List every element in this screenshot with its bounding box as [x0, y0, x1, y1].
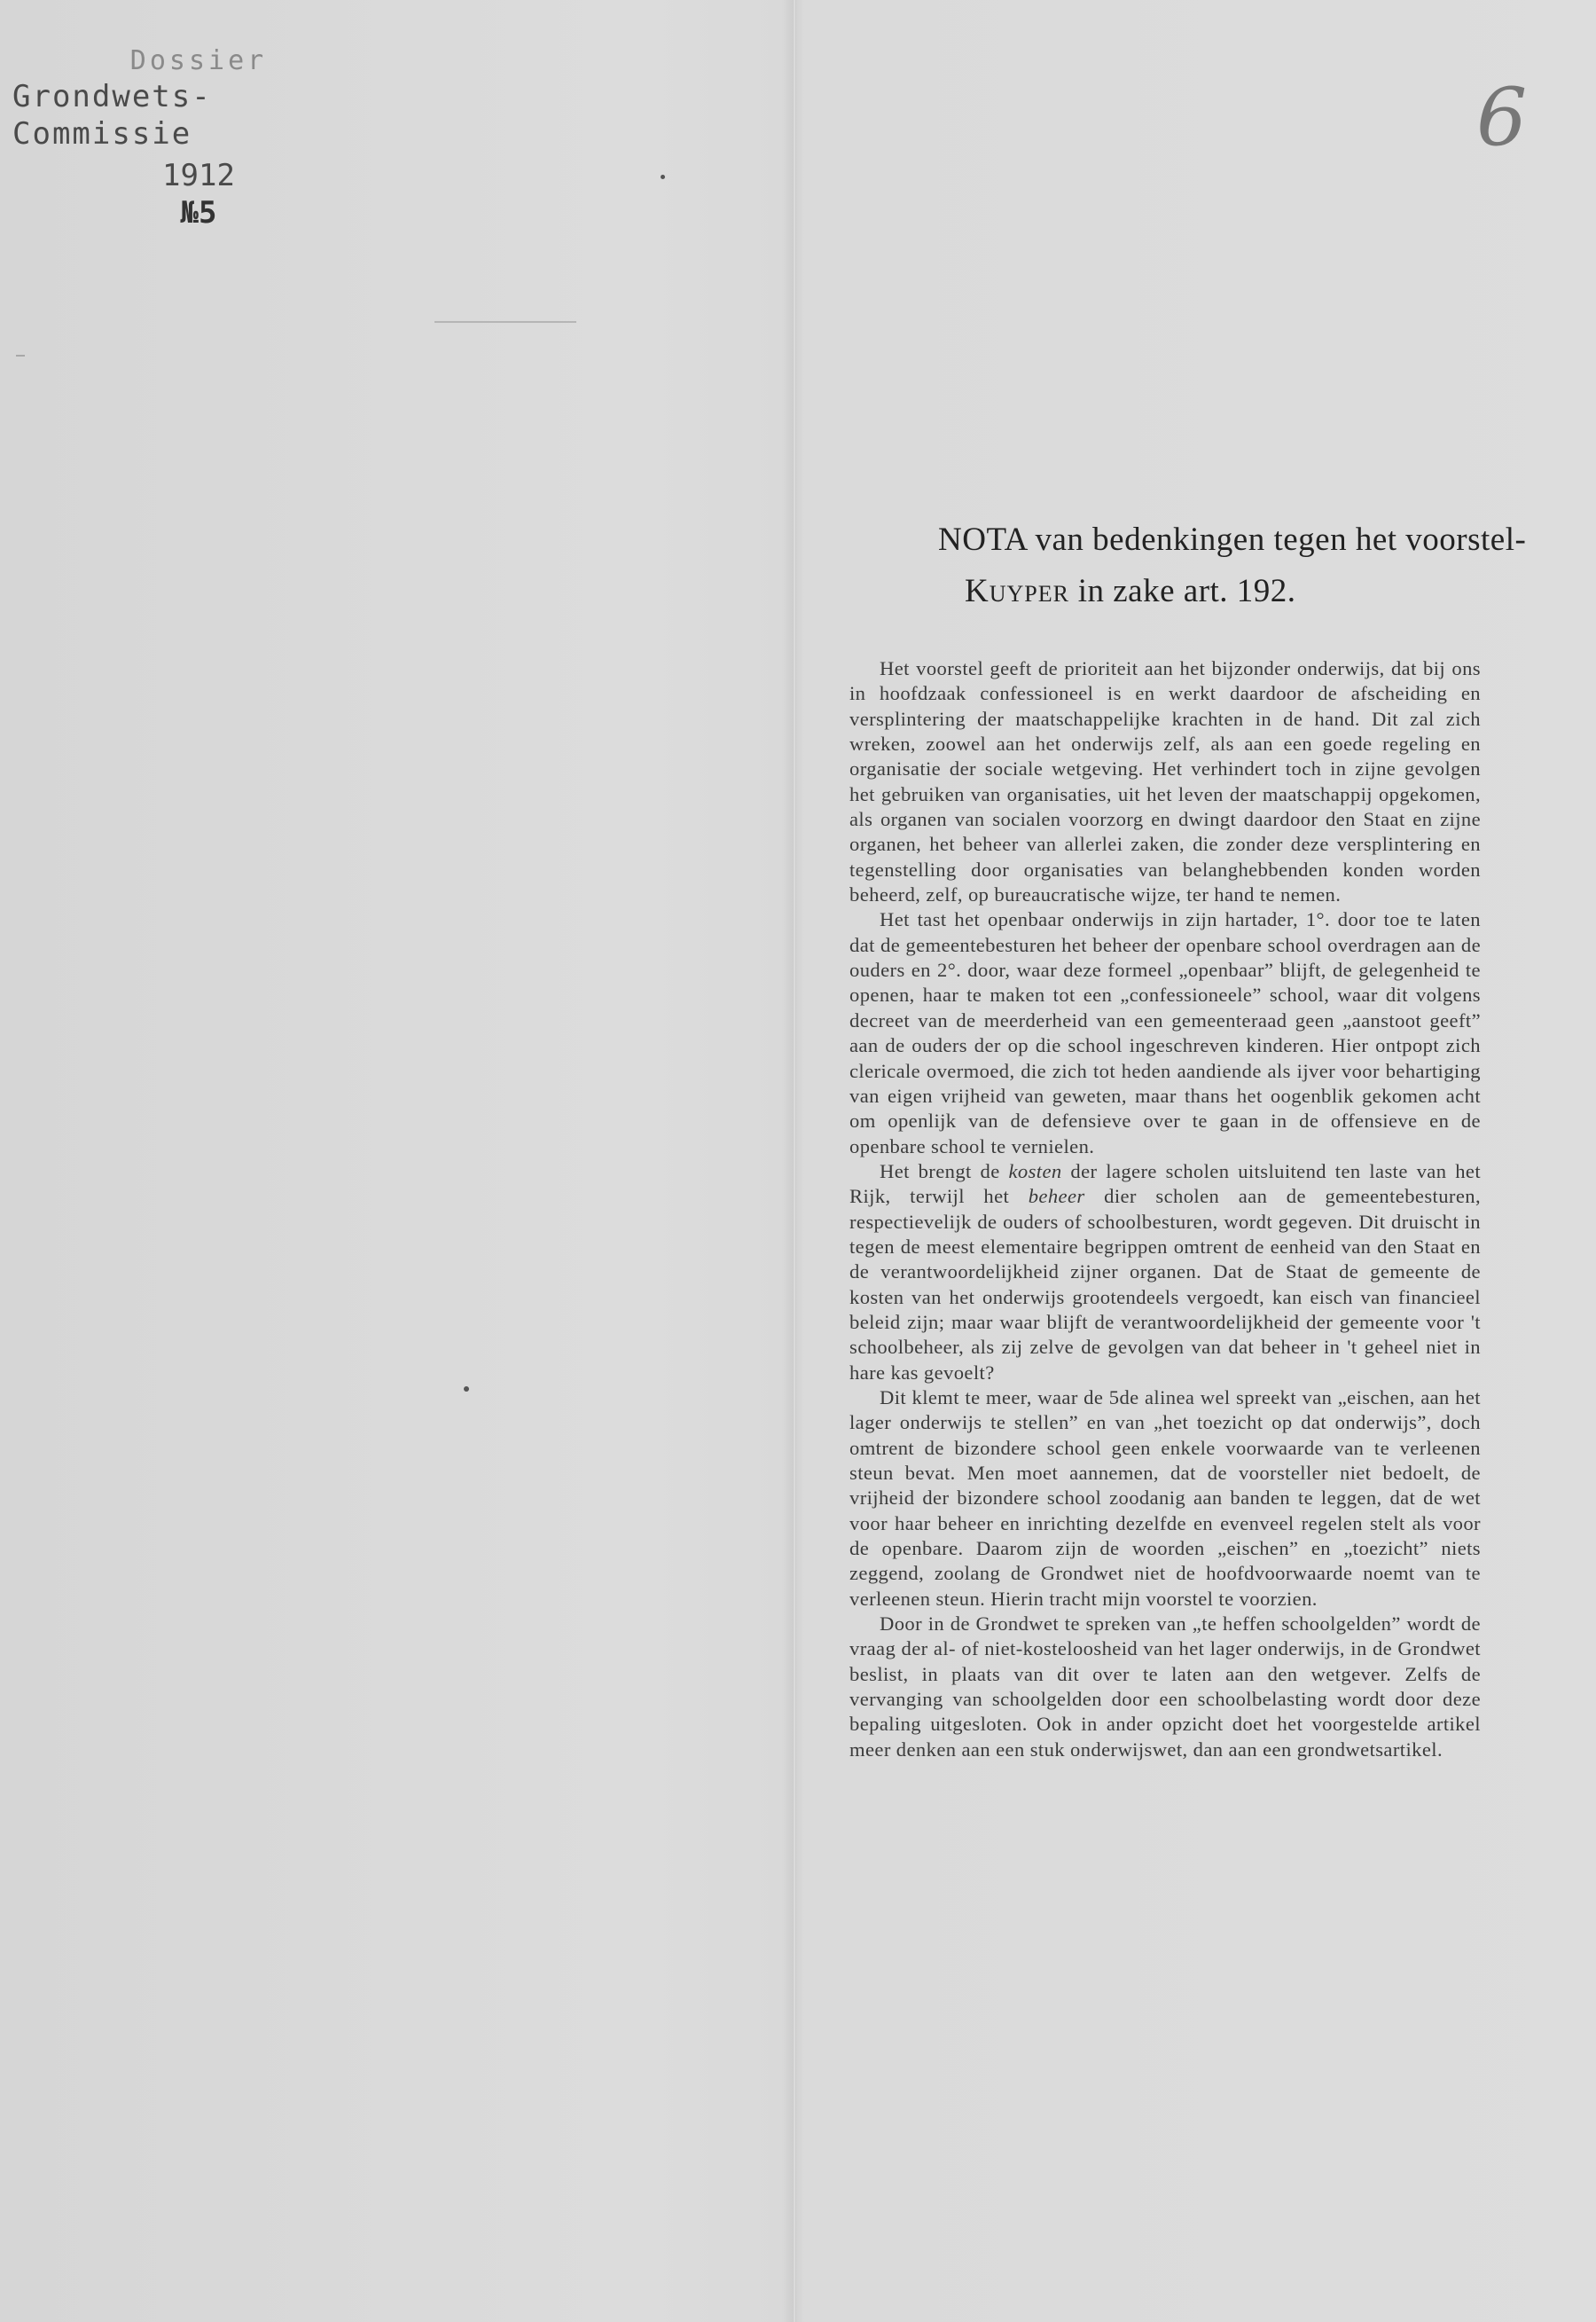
ink-speck	[661, 175, 665, 179]
ink-speck	[464, 1386, 469, 1392]
paragraph-text: Het brengt de	[880, 1159, 1009, 1182]
paragraph: Het voorstel geeft de prioriteit aan het bijzonder onderwijs, dat bij ons in hoofdzaak confessioneel is en werkt daardoor de afscheiding en versplintering der maatschappelijke krachten in de hand. Dit zal zich wreken, zoowel aan het onderwijs zelf, als aan een goede regeling en organisatie der sociale wetgeving. Het verhindert toch in zijne gevolgen het gebruiken van organisaties, uit het leven der maatschappij opgekomen, als organen van socialen voorzorg en dwingt daardoor den Staat en zijne organen, het beheer van allerlei zaken, die zonder deze versplintering en tegenstelling door organisaties van belanghebbenden konden worden beheerd, zelf, op bureaucratische wijze, ter hand te nemen.	[849, 657, 1481, 906]
stamp-dossier-label: Dossier	[129, 45, 268, 76]
page-fold	[793, 0, 796, 2322]
title-line-1: NOTA van bedenkingen tegen het voorstel-	[938, 522, 1527, 558]
title-subject: in zake art. 192.	[1068, 573, 1296, 609]
archive-stamp	[12, 44, 385, 232]
paragraph: Het tast het openbaar onderwijs in zijn hartader, 1°. door toe te laten dat de gemeentebesturen het beheer der openbare school overdragen aan de ouders en 2°. door, waar deze formeel „openbaar” blijft, de gelegenheid te openen, haar te maken tot een „confessioneele” school, waar dit volgens decreet van de meerderheid van een gemeenteraad geen „aanstoot geeft” aan de ouders der op die school ingeschreven kinderen. Hier ontpopt zich clericale overmoed, die zich tot heden aandiende als ijver voor behartiging van eigen vrijheid van geweten, maar thans het oogenblik gekomen acht om openlijk van de defensieve over te gaan in de offensieve en de openbare school te vernielen.	[849, 908, 1481, 1157]
paragraph-text: dier scholen aan de gemeentebesturen, respectievelijk de ouders of schoolbesturen, wordt gegeven. Dit druischt in tegen de meest elementaire begrippen omtrent de eenheid van den Staat en de verantwoordelijkheid zijner organen. Dat de Staat de gemeente de kosten van het onderwijs grootendeels vergoedt, kan eisch van financieel beleid zijn; maar waar blijft de verantwoordelijkheid der gemeente voor 't schoolbeheer, als zij zelve de gevolgen van dat beheer in 't geheel niet in hare kas gevoelt?	[849, 1185, 1482, 1384]
stray-mark	[434, 321, 576, 323]
stamp-number: №5	[180, 195, 217, 231]
stamp-commission-label: Grondwets-Commissie	[12, 78, 212, 152]
handwritten-page-number: 6	[1476, 71, 1528, 164]
emphasis-kosten: kosten	[1008, 1159, 1062, 1182]
stamp-year: 1912	[162, 157, 235, 193]
paragraph: Door in de Grondwet te spreken van „te heffen schoolgelden” wordt de vraag der al- of niet-kosteloosheid van het lager onderwijs, in de Grondwet beslist, in plaats van dit over te laten aan den wetgever. Zelfs de vervanging van schoolgelden door een schoolbelasting wordt door deze bepaling uitgesloten. Ook in ander opzicht doet het voorgestelde artikel meer denken aan een stuk onderwijswet, dan aan een grondwetsartikel.	[849, 1612, 1481, 1761]
paragraph	[849, 1159, 1481, 1385]
emphasis-beheer: beheer	[1028, 1185, 1085, 1208]
document-title	[938, 514, 1541, 617]
paragraph: Dit klemt te meer, waar de 5de alinea wel spreekt van „eischen, aan het lager onderwijs te stellen” en van „het toezicht op dat onderwijs”, doch omtrent de bizondere school geen enkele voorwaarde van te verleenen steun bevat. Men moet aannemen, dat de voorsteller niet bedoelt, de vrijheid der bizondere school zoodanig aan banden te leggen, dat de wet voor haar beheer en inrichting dezelfde en evenveel regelen stelt als voor de openbare. Daarom zijn de woorden „eischen” en „toezicht” niets zeggend, zoolang de Grondwet niet de hoofdvoorwaarde noemt van te verleenen steun. Hierin tracht mijn voorstel te voorzien.	[849, 1385, 1481, 1610]
title-line-2	[938, 566, 1541, 617]
paragraph-text: der lagere scholen uitsluitend ten laste van het Rijk, terwijl het	[849, 1159, 1481, 1208]
title-author-name: Kuyper	[965, 573, 1069, 609]
stray-mark	[16, 355, 25, 357]
document-body	[849, 656, 1481, 1762]
